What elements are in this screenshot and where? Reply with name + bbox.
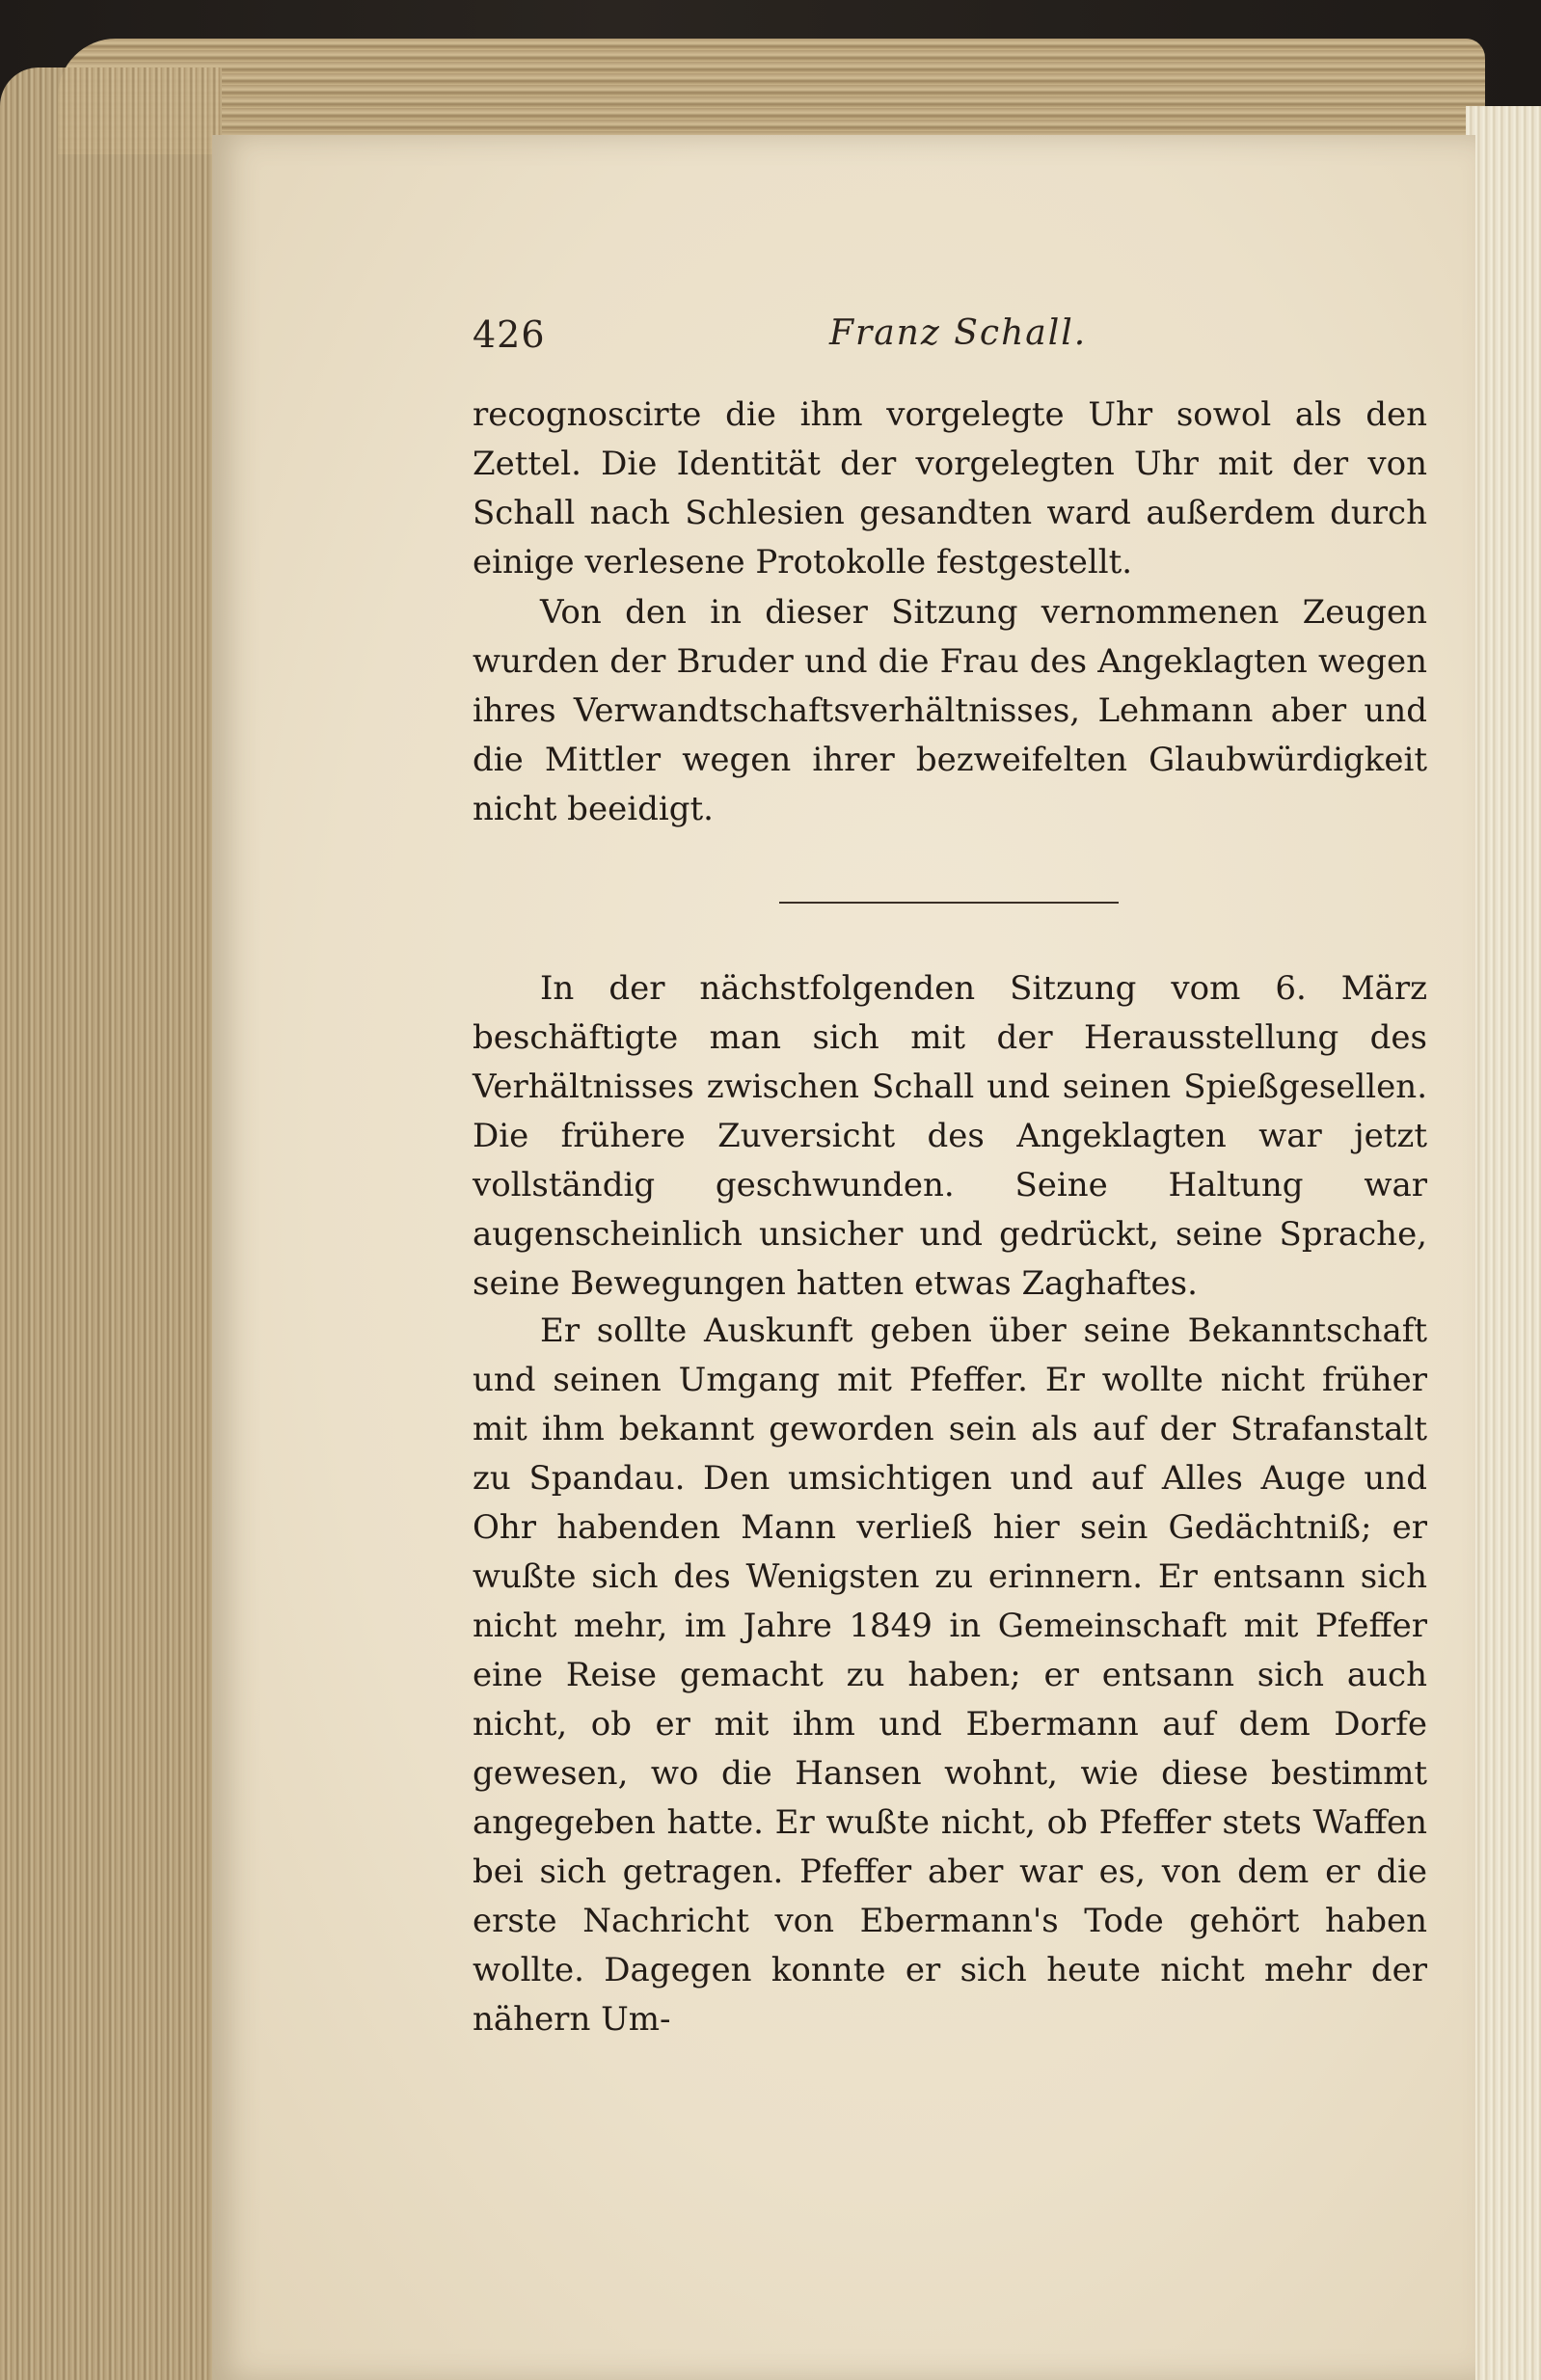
running-head: Franz Schall. [829, 313, 1088, 353]
paragraph-continuation: recognoscirte die ihm vorgelegte Uhr sowol als den Zettel. Die Identität der vorgelegten Uhr mit der von Schall nach Schlesien gesandten ward außerdem durch einige verlesene Protokolle festgestellt. [473, 395, 1427, 581]
book-right-page-stack [1466, 106, 1541, 2380]
paragraph: In der nächstfolgenden Sitzung vom 6. März beschäftigte man sich mit der Herausstellung des Verhältnisses zwischen Schall und seinen Spießgesellen. Die frühere Zuversicht des Angeklagten war jetzt vollständig geschwunden. Seine Haltung war augenscheinlich unsicher und gedrückt, seine Sprache, seine Bewegungen hatten etwas Zaghaftes. [473, 969, 1427, 1303]
section-divider [779, 902, 1119, 904]
paragraph: Er sollte Auskunft geben über seine Bekanntschaft und seinen Umgang mit Pfeffer. Er wollte nicht früher mit ihm bekannt geworden sein als auf der Strafanstalt zu Spandau. Den umsichtigen und auf Alles Auge und Ohr habenden Mann verließ hier sein Gedächtniß; er wußte sich des Wenigsten zu erinnern. Er entsann sich nicht mehr, im Jahre 1849 in Gemeinschaft mit Pfeffer eine Reise gemacht zu haben; er entsann sich auch nicht, ob er mit ihm und Ebermann auf dem Dorfe gewesen, wo die Hansen wohnt, wie diese bestimmt angegeben hatte. Er wußte nicht, ob Pfeffer stets Waffen bei sich getragen. Pfeffer aber war es, von dem er die erste Nachricht von Ebermann's Tode gehört haben wollte. Dagegen konnte er sich heute nicht mehr der nähern Um- [473, 1312, 1427, 2039]
paragraph: Von den in dieser Sitzung vernommenen Zeugen wurden der Bruder und die Frau des Angeklagten wegen ihres Verwandtschaftsverhältnisses, Lehmann aber und die Mittler wegen ihrer bezweifelten Glaubwürdigkeit nicht beeidigt. [473, 593, 1427, 828]
book-left-page-stack [0, 68, 222, 2380]
page-header [473, 313, 1427, 371]
page-number: 426 [473, 313, 546, 356]
